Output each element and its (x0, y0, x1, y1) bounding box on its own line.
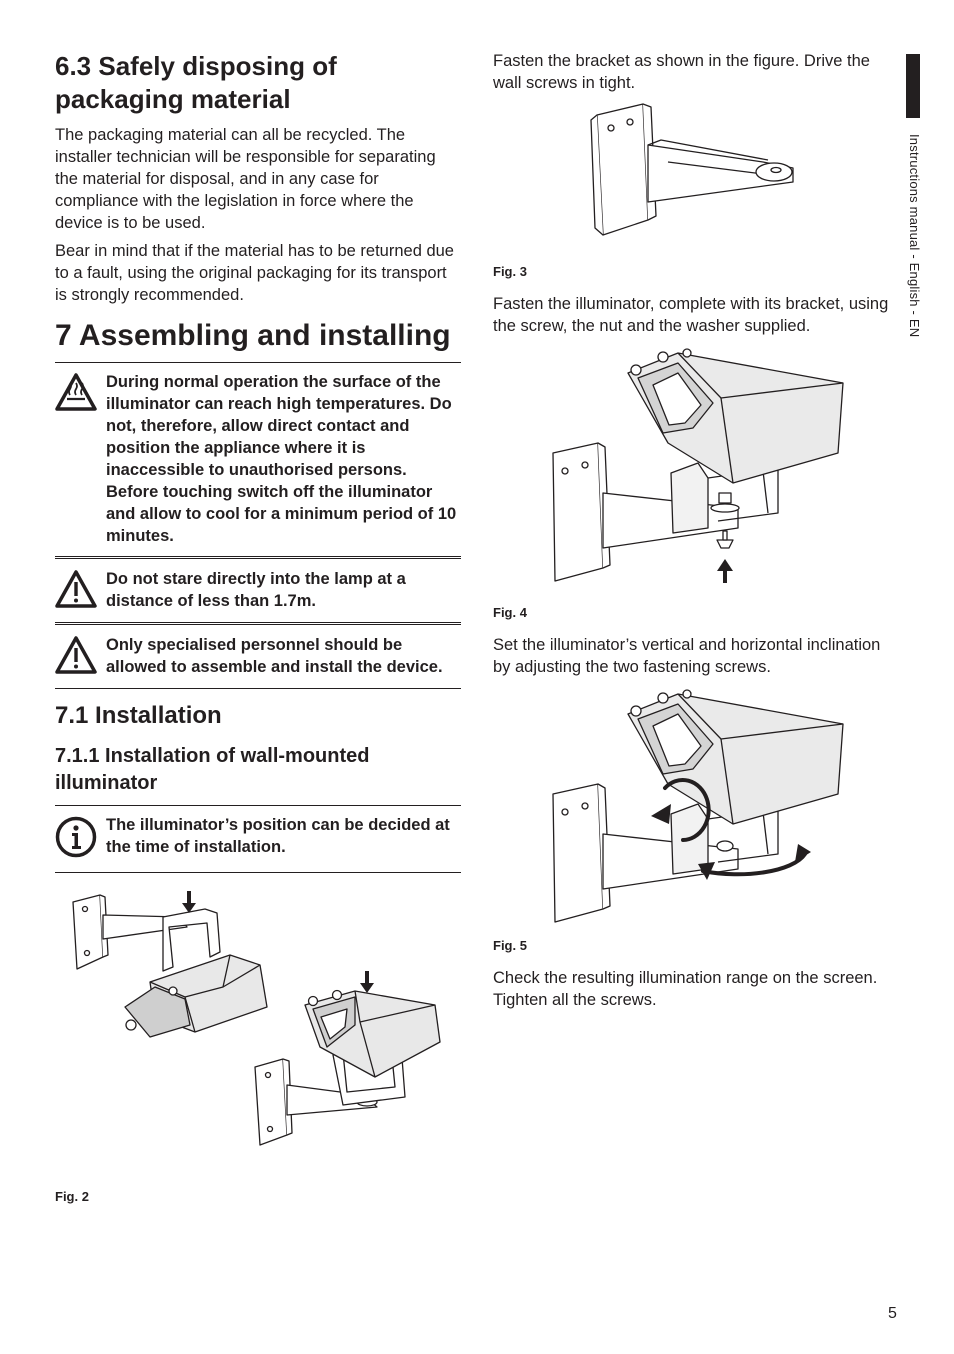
fig-4-caption: Fig. 4 (493, 605, 527, 620)
step-2-text: Fasten the illuminator, complete with its bracket, using the screw, the nut and the washer supplied. (493, 295, 889, 335)
step-4-text: Check the resulting illumination range on the screen. Tighten all the screws. (493, 969, 878, 1009)
warning-icon (55, 634, 99, 679)
right-column (493, 50, 893, 1017)
section-7-heading: 7 Assembling and installing (55, 319, 451, 352)
page-number: 5 (888, 1305, 897, 1322)
info-icon (55, 814, 99, 863)
warning-text: During normal operation the surface of the illuminator can reach high temperatures. Do not, therefore, allow direct contact and position the appliance where it is inaccessible to unauthorised persons. Before touching switch off the illuminator and allow to cool for a minimum period of 10 minutes. (106, 373, 457, 545)
warning-text: Only specialised personnel should be allowed to assemble and install the device. (106, 636, 443, 676)
warning-text: Do not stare directly into the lamp at a distance of less than 1.7m. (106, 570, 406, 610)
section-tab-marker (906, 54, 920, 118)
fig-3-illustration (493, 100, 893, 260)
section-6-3-heading: 6.3 Safely disposing of packaging material (55, 51, 337, 114)
warning-icon (55, 568, 99, 613)
fig-3-caption: Fig. 3 (493, 264, 527, 279)
left-column (55, 50, 461, 1218)
hot-surface-warning (55, 362, 461, 556)
section-7-1-heading: 7.1 Installation (55, 702, 222, 729)
section-7-1-1-heading: 7.1.1 Installation of wall-mounted illuminator (55, 745, 370, 794)
fig-2-illustration (55, 887, 461, 1167)
info-text: The illuminator’s position can be decided at the time of installation. (106, 816, 450, 856)
hot-surface-warning-icon (55, 371, 99, 416)
info-notice (55, 805, 461, 873)
step-1-text: Fasten the bracket as shown in the figure. Drive the wall screws in tight. (493, 52, 870, 92)
fig-4-illustration (493, 343, 893, 601)
section-6-3-paragraph-1: The packaging material can all be recycled. The installer technician will be responsible for separating the material for disposal, and in any case for compliance with the legislation in force where the device is to be used. (55, 126, 436, 232)
step-3-text: Set the illuminator’s vertical and horizontal inclination by adjusting the two fastening screws. (493, 636, 881, 676)
fig-2-caption: Fig. 2 (55, 1189, 89, 1204)
fig-5-illustration (493, 684, 893, 934)
section-6-3-paragraph-2: Bear in mind that if the material has to be returned due to a fault, using the original packaging for its transport is strongly recommended. (55, 242, 454, 304)
sidebar-running-title: Instructions manual - English - EN (907, 134, 922, 338)
fig-5-caption: Fig. 5 (493, 938, 527, 953)
lamp-distance-warning (55, 556, 461, 622)
personnel-warning (55, 622, 461, 689)
